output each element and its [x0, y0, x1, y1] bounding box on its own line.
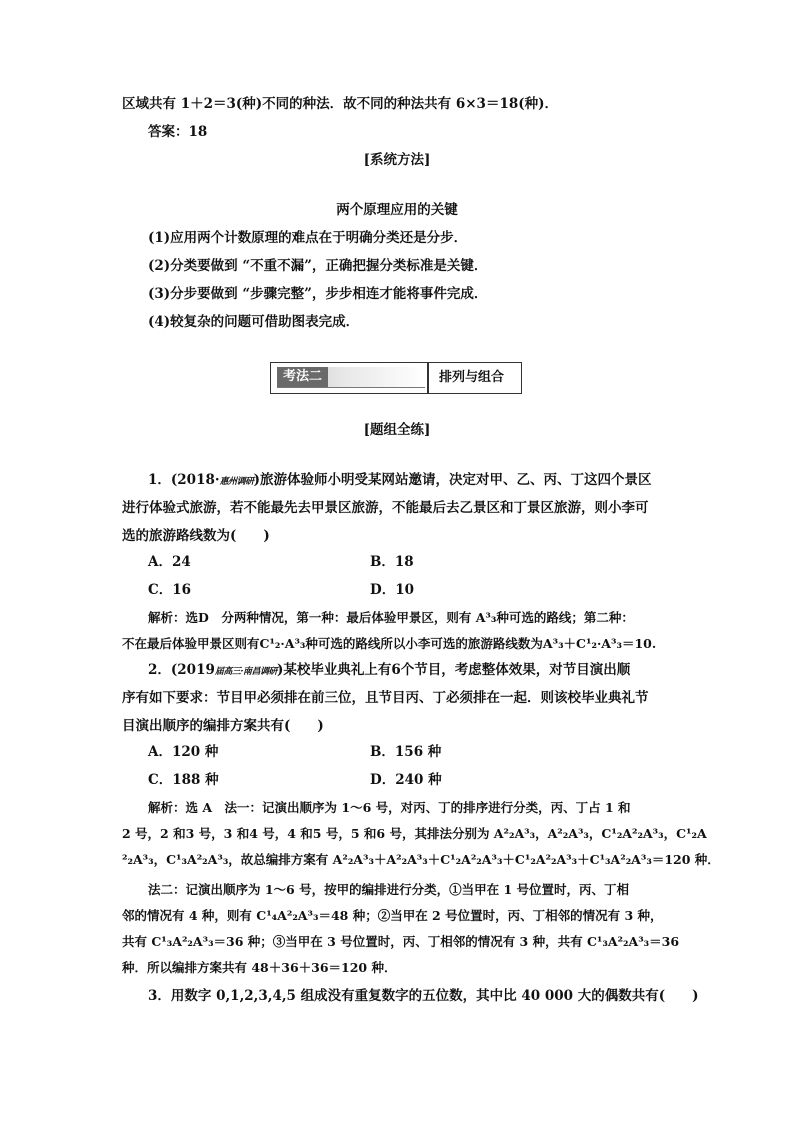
q2-solution-4: 法二：记演出顺序为 1～6 号，按甲的编排进行分类，①当甲在 1 号位置时，丙、丁相 — [148, 882, 630, 897]
q1-solution-1: 解析：选D 分两种情况，第一种：最后体验甲景区，则有 A³₃种可选的路线；第二种： — [148, 610, 634, 625]
q2-solution-5: 邻的情况有 4 种，则有 C¹₄A²₂A³₃＝48 种；②当甲在 2 号位置时，丙、丁相邻的情况有 3 种， — [122, 908, 663, 923]
q2-line-3: 目演出顺序的编排方案共有( ) — [122, 718, 324, 734]
q2-option-b: B．156 种 — [370, 744, 442, 760]
q2-option-d: D．240 种 — [370, 772, 442, 788]
q1-text: )旅游体验师小明受某网站邀请，决定对甲、乙、丙、丁这四个景区 — [253, 472, 652, 488]
q2-line-2: 序有如下要求：节目甲必须排在前三位，且节目丙、丁必须排在一起．则该校毕业典礼节 — [122, 690, 649, 706]
section-tag-banner — [277, 367, 425, 388]
answer-line: 答案：18 — [148, 124, 208, 140]
section-tag — [270, 362, 522, 394]
q1-option-d: D．10 — [370, 582, 414, 598]
q1-line-1 — [148, 470, 651, 492]
method-title: 两个原理应用的关键 — [336, 202, 458, 218]
method-point-2: (2)分类要做到 “不重不漏”，正确把握分类标准是关键． — [148, 258, 488, 274]
q1-option-a: A．24 — [148, 554, 191, 570]
q1-number: 1．(2018· — [148, 472, 220, 488]
q1-option-b: B．18 — [370, 554, 414, 570]
section-tag-divider — [427, 363, 429, 393]
q1-line-2: 进行体验式旅游，若不能最先去甲景区旅游，不能最后去乙景区和丁景区旅游，则小李可 — [122, 500, 649, 516]
q2-number: 2．(2019 — [148, 662, 215, 678]
section-tag-label: 考法二 — [277, 367, 328, 387]
q2-solution-1: 解析：选 A 法一：记演出顺序为 1～6 号，对丙、丁的排序进行分类，丙、丁占 1 和 — [148, 800, 631, 815]
method-heading: [系统方法] — [363, 152, 431, 168]
q2-solution-3: ²₂A³₃，C¹₃A²₂A³₃，故总编排方案有 A²₂A³₃＋A²₂A³₃＋C¹₂A²₂A³₃＋C¹₂A²₂A³₃＋C¹₃A²₂A³₃＝120 种． — [122, 852, 720, 867]
q1-option-c: C．16 — [148, 582, 192, 598]
method-point-4: (4)较复杂的问题可借助图表完成． — [148, 314, 360, 330]
q2-line-1 — [148, 660, 630, 682]
q2-text: )某校毕业典礼上有6个节目，考虑整体效果，对节目演出顺 — [277, 662, 631, 678]
q2-option-a: A．120 种 — [148, 744, 219, 760]
q1-source: 惠州调研 — [219, 477, 254, 487]
q3-line-1: 3．用数字 0,1,2,3,4,5 组成没有重复数字的五位数，其中比 40 000 大的偶数共有( ) — [148, 988, 699, 1004]
q2-source: 届高三·南昌调研 — [214, 667, 277, 677]
q2-solution-6: 共有 C¹₃A²₂A³₃＝36 种；③当甲在 3 号位置时，丙、丁相邻的情况有 3 种，共有 C¹₃A²₂A³₃＝36 — [122, 934, 680, 949]
method-point-1: (1)应用两个计数原理的难点在于明确分类还是分步． — [148, 230, 468, 246]
q2-solution-2: 2 号，2 和3 号，3 和4 号，4 和5 号，5 和6 号，其排法分别为 A²₂A³₃，A²₂A³₃，C¹₂A²₂A³₃，C¹₂A — [122, 826, 707, 841]
section-tag-title: 排列与组合 — [439, 370, 505, 385]
continuation-line: 区域共有 1＋2＝3(种)不同的种法．故不同的种法共有 6×3＝18(种)． — [122, 96, 559, 112]
q2-option-c: C．188 种 — [148, 772, 219, 788]
q1-line-3: 选的旅游路线数为( ) — [122, 528, 270, 544]
q1-solution-2: 不在最后体验甲景区则有C¹₂·A³₃种可选的路线所以小李可选的旅游路线数为A³₃＋C¹₂·A³₃＝10. — [122, 636, 657, 651]
practice-heading: [题组全练] — [363, 422, 431, 438]
method-point-3: (3)分步要做到 “步骤完整”，步步相连才能将事件完成． — [148, 286, 488, 302]
q2-solution-7: 种．所以编排方案共有 48＋36＋36＝120 种． — [122, 960, 397, 975]
